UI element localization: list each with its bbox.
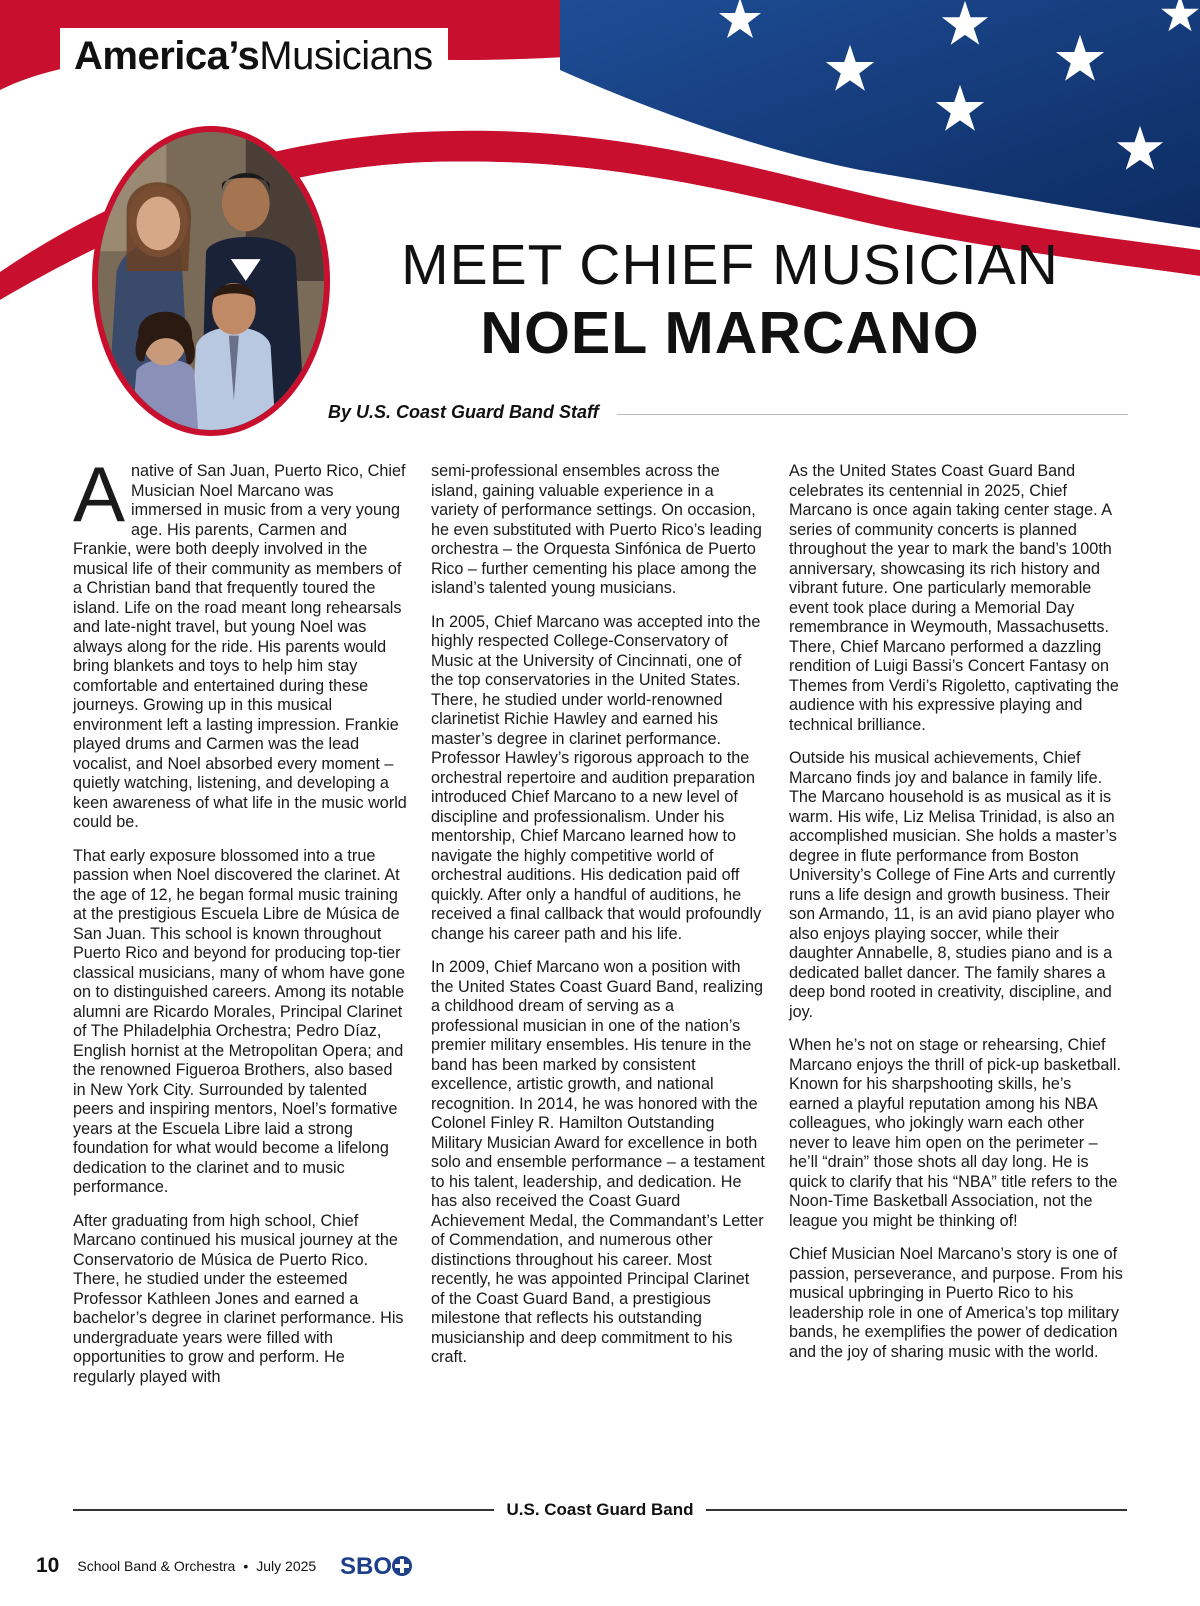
portrait-frame — [92, 126, 330, 436]
page-number: 10 — [36, 1554, 60, 1577]
article-column-3 — [789, 462, 1123, 1401]
paragraph: When he’s not on stage or rehearsing, Chief Marcano enjoys the thrill of pick-up basketball. Known for his sharpshooting skills, he’s earned a playful reputation among his NBA colleagues, who jokingly warn each other never to leave him open on the perimeter – he’ll “drain” those shots all day long. He is quick to clarify that his “NBA” title refers to the Noon-Time Basketball Association, not the league you might be thinking of! — [789, 1036, 1122, 1230]
headline — [380, 232, 1080, 368]
section-tag-light: Musicians — [259, 33, 433, 78]
paragraph: As the United States Coast Guard Band celebrates its centennial in 2025, Chief Marcano is once again taking center stage. A series of community concerts is planned throughout the year to mark the band’s 100th anniversary, showcasing its rich history and vibrant future. One particularly memorable event took place during a Memorial Day remembrance in Weymouth, Massachusetts. There, Chief Marcano performed a dazzling rendition of Luigi Bassi’s Concert Fantasy on Themes from Verdi’s Rigoletto, captivating the audience with his expressive playing and technical brilliance. — [789, 462, 1119, 734]
publication-name: School Band & Orchestra — [77, 1558, 236, 1574]
article-column-2 — [431, 462, 765, 1401]
section-tag — [60, 28, 448, 84]
divider — [706, 1509, 1127, 1511]
headline-line-1: MEET CHIEF MUSICIAN — [401, 233, 1059, 297]
paragraph: After graduating from high school, Chief Marcano continued his musical journey at the Conservatorio de Música de Puerto Rico. There, he studied under the esteemed Professor Kathleen Jones and earned a bachelor’s degree in clarinet performance. His undergraduate years were filled with opportunities to grow and perform. He regularly played with — [73, 1211, 404, 1386]
paragraph: Chief Musician Noel Marcano’s story is one of passion, perseverance, and purpose. From his musical upbringing in Puerto Rico to his leadership role in one of America’s top military bands, he exemplifies the power of dedication and the joy of sharing music with the world. — [789, 1245, 1123, 1361]
section-tag-bold: America’s — [74, 33, 260, 78]
byline-row — [328, 402, 1128, 423]
article-body — [73, 450, 1127, 1401]
divider — [73, 1509, 494, 1511]
byline: By U.S. Coast Guard Band Staff — [328, 402, 599, 422]
paragraph: In 2005, Chief Marcano was accepted into the highly respected College-Conservatory of Music at the University of Cincinnati, one of the top conservatories in the United States. There, he studied under world-renowned clarinetist Richie Hawley and earned his master’s degree in clarinet performance. Professor Hawley’s rigorous approach to the orchestral repertoire and audition preparation introduced Chief Marcano to a new level of discipline and professionalism. Under his mentorship, Chief Marcano learned how to navigate the highly competitive world of orchestral auditions. His dedication paid off quickly. After only a handful of auditions, he received a final callback that would profoundly change his career path and his life. — [431, 612, 762, 943]
paragraph: Anative of San Juan, Puerto Rico, Chief Musician Noel Marcano was immersed in music from a very young age. His parents, Carmen and Frankie, were both deeply involved in the musical life of their community as members of a Christian band that frequently toured the island. Life on the road meant long rehearsals and late-night travel, but young Noel was always along for the ride. His parents would bring blankets and toys to help him stay comfortable and entertained during these journeys. Growing up in this musical environment left a lasting impression. Frankie played drums and Carmen was the lead vocalist, and Noel absorbed every moment – quietly watching, listening, and developing a keen awareness of what life in the music world could be. — [73, 450, 407, 831]
headline-line-2: NOEL MARCANO — [480, 300, 980, 366]
issue-date: July 2025 — [256, 1558, 317, 1574]
separator: • — [243, 1558, 249, 1574]
paragraph: In 2009, Chief Marcano won a position with the United States Coast Guard Band, realizing a childhood dream of serving as a professional musician in one of the nation’s premier military ensembles. His tenure in the band has been marked by consistent excellence, artistic growth, and national recognition. In 2014, he was honored with the Colonel Finley R. Hamilton Outstanding Military Musician Award for excellence in both solo and ensemble performance – a testament to his talent, leadership, and dedication. He has also received the Coast Guard Achievement Medal, the Commandant’s Letter of Commendation, and numerous other distinctions throughout his career. Most recently, he was appointed Principal Clarinet of the Coast Guard Band, a prestigious milestone that reflects his outstanding musicianship and deep commitment to his craft. — [431, 958, 765, 1366]
byline-rule — [617, 414, 1128, 415]
family-portrait-photo — [98, 132, 324, 430]
credit-label: U.S. Coast Guard Band — [506, 1500, 694, 1519]
paragraph: Outside his musical achievements, Chief Marcano finds joy and balance in family life. The Marcano household is as musical as it is warm. His wife, Liz Melisa Trinidad, is also an accomplished musician. She holds a master’s degree in flute performance from Boston University’s College of Fine Arts and currently runs a life design and growth business. Their son Armando, 11, is an avid piano player who also enjoys playing soccer, while their daughter Annabelle, 8, studies piano and is a dedicated ballet dancer. The family shares a deep bond rooted in creativity, discipline, and joy. — [789, 749, 1117, 1021]
sbo-logo-text: SBO — [340, 1553, 393, 1580]
page-folio — [36, 1553, 416, 1579]
drop-cap: A — [73, 450, 126, 538]
article-credit — [73, 1500, 1127, 1520]
paragraph: That early exposure blossomed into a true passion when Noel discovered the clarinet. At the age of 12, he began formal music training at the prestigious Escuela Libre de Música de San Juan. This school is known throughout Puerto Rico and beyond for producing top-tier classical musicians, many of whom have gone on to distinguished careers. Among its notable alumni are Ricardo Morales, Principal Clarinet of The Philadelphia Orchestra; Pedro Díaz, English hornist at the Metropolitan Opera; and the renowned Figueroa Brothers, also based in New York City. Surrounded by talented peers and inspiring mentors, Noel’s formative years at the Escuela Libre laid a strong foundation for what would become a lifelong dedication to the clarinet and to music performance. — [73, 846, 405, 1196]
sbo-logo — [340, 1553, 416, 1579]
article-column-1 — [73, 450, 407, 1401]
paragraph: semi-professional ensembles across the island, gaining valuable experience in a variety of performance settings. On occasion, he even substituted with Puerto Rico’s leading orchestra – the Orquesta Sinfónica de Puerto Rico – further cementing his place among the island’s talented young musicians. — [431, 462, 762, 597]
